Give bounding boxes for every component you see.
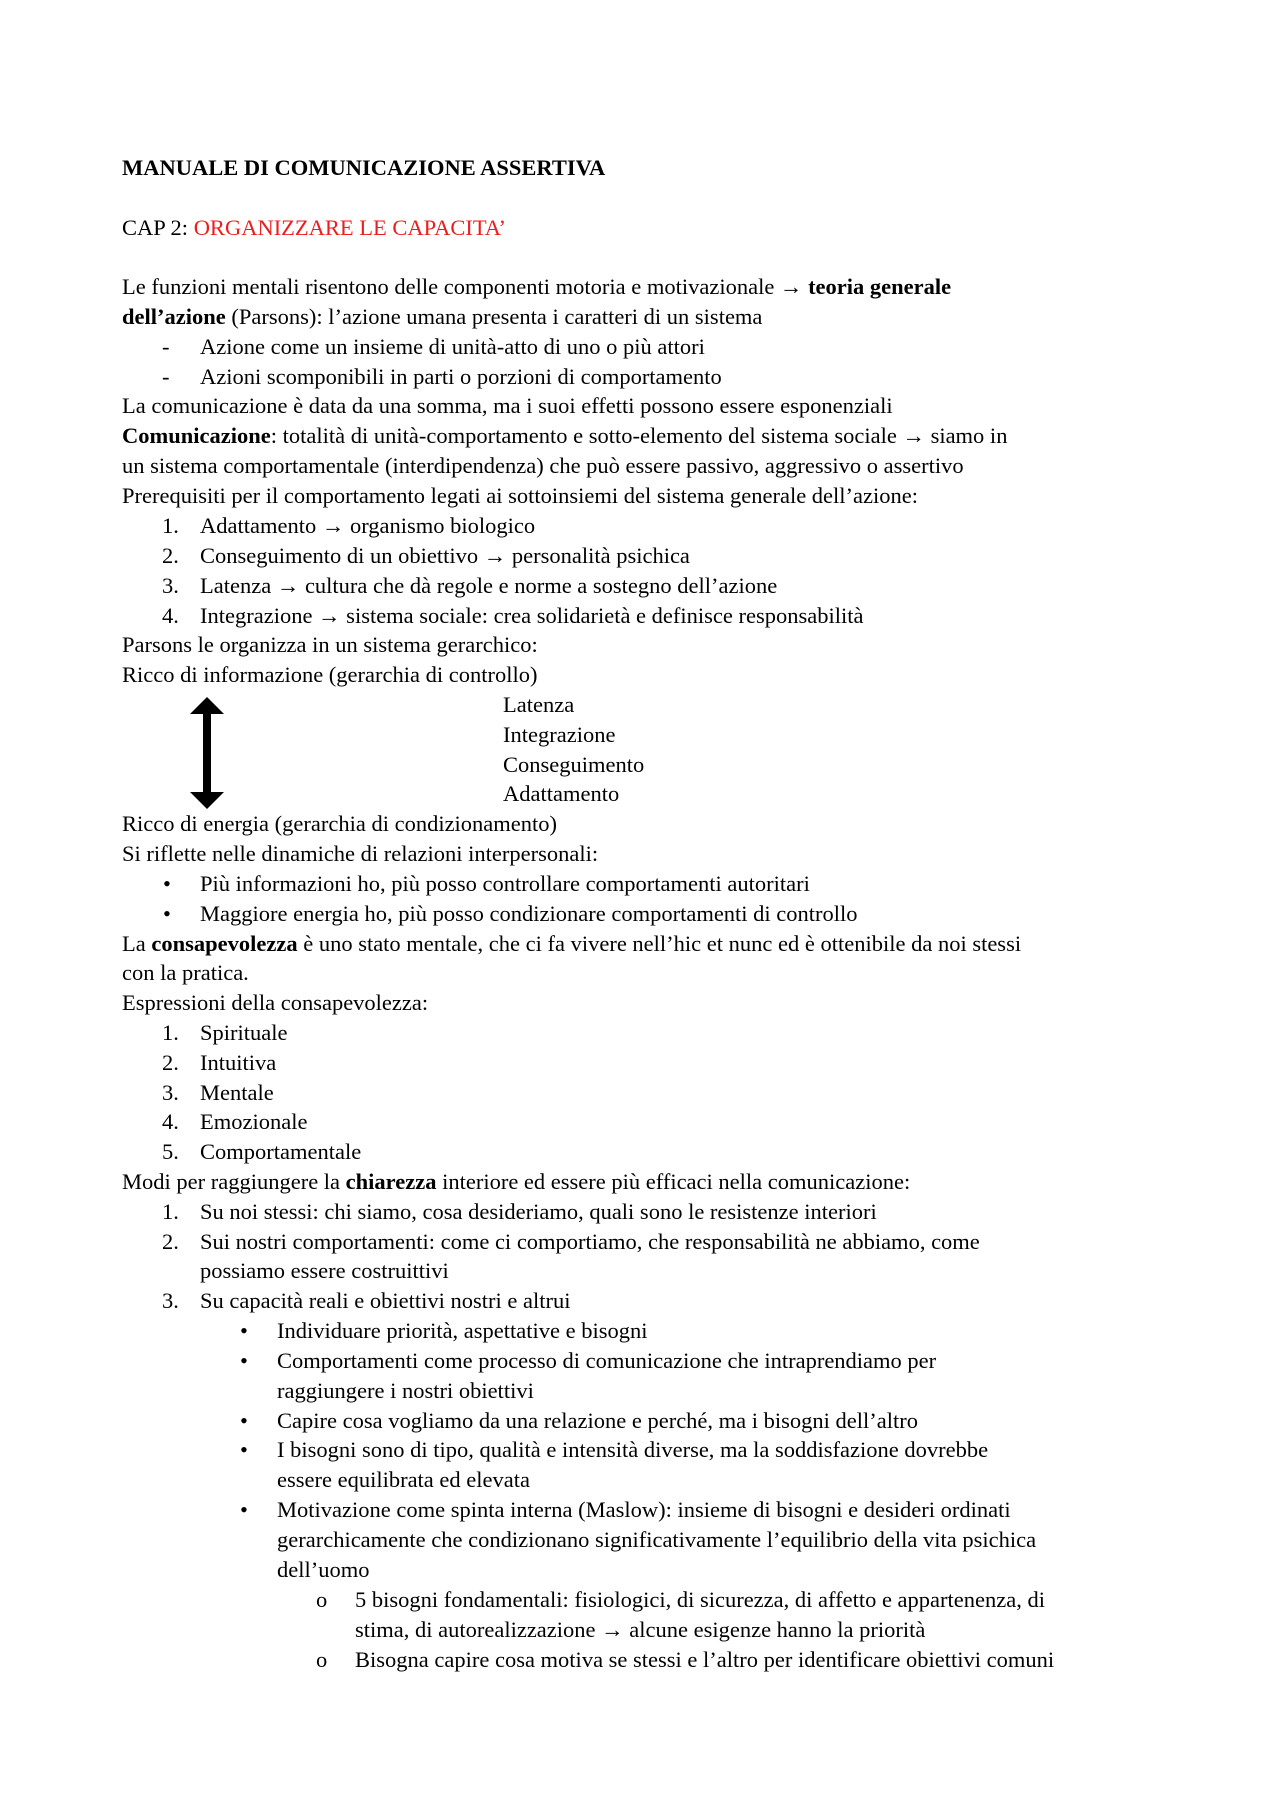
prereq-item: Integrazione → sistema sociale: crea solidarietà e definisce responsabilità <box>200 603 864 628</box>
relazioni-item: Più informazioni ho, più posso controllare comportamenti autoritari <box>200 871 810 896</box>
dash-item: Azione come un insieme di unità-atto di uno o più attori <box>200 334 705 359</box>
sub-bullet-item: Individuare priorità, aspettative e bisogni <box>277 1318 648 1343</box>
sub-bullet-item: Motivazione come spinta interna (Maslow): insieme di bisogni e desideri ordinati <box>277 1497 1011 1522</box>
list-number: 2. <box>162 1229 179 1254</box>
hierarchy-level: Integrazione <box>503 722 616 747</box>
list-number: 3. <box>162 1080 179 1105</box>
dash-item: Azioni scomponibili in parti o porzioni di comportamento <box>200 364 722 389</box>
sub-bullet-item-continued: dell’uomo <box>277 1557 370 1582</box>
espressioni-item: Intuitiva <box>200 1050 277 1075</box>
chiarezza-item: Su noi stessi: chi siamo, cosa desideriamo, quali sono le resistenze interiori <box>200 1199 877 1224</box>
espressioni-item: Mentale <box>200 1080 274 1105</box>
bullet-marker: • <box>240 1408 248 1433</box>
chapter-heading: CAP 2: ORGANIZZARE LE CAPACITA’ <box>122 215 507 240</box>
sub-bullet-item-continued: raggiungere i nostri obiettivi <box>277 1378 534 1403</box>
subsub-item-continued: stima, di autorealizzazione → alcune esigenze hanno la priorità <box>355 1617 926 1642</box>
list-number: 3. <box>162 573 179 598</box>
list-number: 2. <box>162 543 179 568</box>
list-number: 1. <box>162 1020 179 1045</box>
bullet-marker: • <box>240 1437 248 1462</box>
bullet-marker: • <box>163 901 171 926</box>
consapevolezza-line-1: La consapevolezza è uno stato mentale, che ci fa vivere nell’hic et nunc ed è ottenibile da noi stessi <box>122 931 1022 956</box>
subsub-item: 5 bisogni fondamentali: fisiologici, di sicurezza, di affetto e appartenenza, di <box>355 1587 1045 1612</box>
hierarchy-level: Latenza <box>503 692 575 717</box>
circle-marker: o <box>316 1587 328 1612</box>
sub-bullet-item-continued: gerarchicamente che condizionano significativamente l’equilibrio della vita psichica <box>277 1527 1037 1552</box>
list-number: 5. <box>162 1139 179 1164</box>
sub-bullet-item-continued: essere equilibrata ed elevata <box>277 1467 530 1492</box>
bullet-marker: • <box>240 1348 248 1373</box>
list-number: 3. <box>162 1288 179 1313</box>
comunicazione-line-1: Comunicazione: totalità di unità-comportamento e sotto-elemento del sistema sociale → siamo in <box>122 423 1008 448</box>
list-number: 1. <box>162 513 179 538</box>
espressioni-intro: Espressioni della consapevolezza: <box>122 990 429 1015</box>
chapter-name: ORGANIZZARE LE CAPACITA’ <box>193 215 507 240</box>
bullet-marker: • <box>240 1497 248 1522</box>
prereq-item: Latenza → cultura che dà regole e norme a sostegno dell’azione <box>200 573 778 598</box>
dash-marker: - <box>162 334 170 359</box>
hierarchy-bottom-label: Ricco di energia (gerarchia di condizionamento) <box>122 811 558 836</box>
paragraph-somma: La comunicazione è data da una somma, ma i suoi effetti possono essere esponenziali <box>122 393 893 418</box>
chiarezza-item: Sui nostri comportamenti: come ci comportiamo, che responsabilità ne abbiamo, come <box>200 1229 980 1254</box>
chiarezza-intro: Modi per raggiungere la chiarezza interiore ed essere più efficaci nella comunicazione: <box>122 1169 911 1194</box>
hierarchy-intro: Parsons le organizza in un sistema gerarchico: <box>122 632 538 657</box>
espressioni-item: Comportamentale <box>200 1139 362 1164</box>
relazioni-intro: Si riflette nelle dinamiche di relazioni interpersonali: <box>122 841 599 866</box>
intro-line-1: Le funzioni mentali risentono delle componenti motoria e motivazionale → teoria generale <box>122 274 952 299</box>
sub-bullet-item: I bisogni sono di tipo, qualità e intensità diverse, ma la soddisfazione dovrebbe <box>277 1437 989 1462</box>
chiarezza-item-continued: possiamo essere costruittivi <box>200 1258 449 1283</box>
list-number: 1. <box>162 1199 179 1224</box>
relazioni-item: Maggiore energia ho, più posso condizionare comportamenti di controllo <box>200 901 858 926</box>
hierarchy-level: Conseguimento <box>503 752 645 777</box>
list-number: 4. <box>162 1109 179 1134</box>
sub-bullet-item: Capire cosa vogliamo da una relazione e perché, ma i bisogni dell’altro <box>277 1408 919 1433</box>
document-title: MANUALE DI COMUNICAZIONE ASSERTIVA <box>122 155 606 180</box>
list-number: 4. <box>162 603 179 628</box>
hierarchy-top-label: Ricco di informazione (gerarchia di controllo) <box>122 662 538 687</box>
chiarezza-item: Su capacità reali e obiettivi nostri e altrui <box>200 1288 571 1313</box>
comunicazione-line-2: un sistema comportamentale (interdipendenza) che può essere passivo, aggressivo o assertivo <box>122 453 964 478</box>
prereq-item: Adattamento → organismo biologico <box>200 513 536 538</box>
hierarchy-level: Adattamento <box>503 781 620 806</box>
double-arrow-icon <box>190 697 224 809</box>
dash-marker: - <box>162 364 170 389</box>
espressioni-item: Emozionale <box>200 1109 308 1134</box>
bullet-marker: • <box>240 1318 248 1343</box>
prereq-item: Conseguimento di un obiettivo → personalità psichica <box>200 543 690 568</box>
circle-marker: o <box>316 1647 328 1672</box>
espressioni-item: Spirituale <box>200 1020 288 1045</box>
subsub-item: Bisogna capire cosa motiva se stessi e l’altro per identificare obiettivi comuni <box>355 1647 1055 1672</box>
consapevolezza-line-2: con la pratica. <box>122 960 249 985</box>
bullet-marker: • <box>163 871 171 896</box>
intro-line-2: dell’azione (Parsons): l’azione umana presenta i caratteri di un sistema <box>122 304 763 329</box>
sub-bullet-item: Comportamenti come processo di comunicazione che intraprendiamo per <box>277 1348 937 1373</box>
list-number: 2. <box>162 1050 179 1075</box>
prereq-intro: Prerequisiti per il comportamento legati ai sottoinsiemi del sistema generale dell’azione: <box>122 483 919 508</box>
